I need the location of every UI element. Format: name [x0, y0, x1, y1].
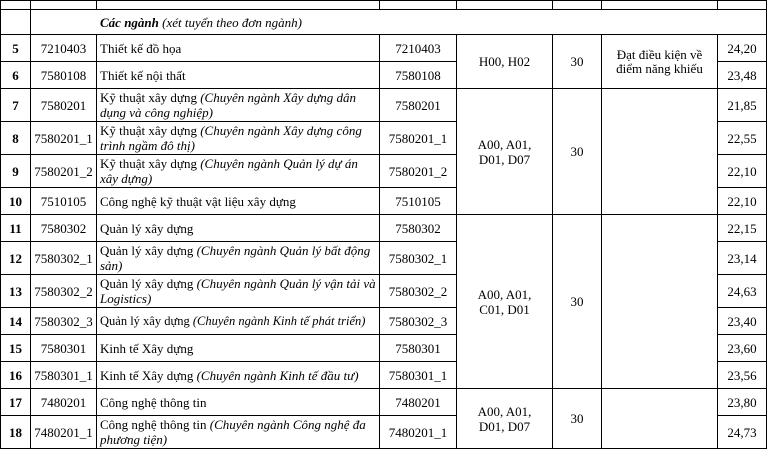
row-score: 23,40	[718, 308, 767, 335]
group-condition-empty	[602, 89, 718, 215]
row-code: 7210403	[31, 35, 97, 62]
table-row	[1, 389, 767, 416]
row-code2: 7580302_3	[380, 308, 457, 335]
row-name: Kinh tế Xây dựng	[97, 335, 380, 362]
row-code: 7580201_1	[31, 122, 97, 155]
row-score: 24,73	[718, 416, 767, 449]
row-name: Kỹ thuật xây dựng (Chuyên ngành Quản lý dự án xây dựng)	[97, 155, 380, 188]
row-code: 7480201_1	[31, 416, 97, 449]
row-name: Kỹ thuật xây dựng (Chuyên ngành Xây dựng dân dụng và công nghiệp)	[97, 89, 380, 122]
group-condition-empty	[602, 215, 718, 389]
row-score: 24,20	[718, 35, 767, 62]
row-code2: 7580201_1	[380, 122, 457, 155]
row-score: 23,60	[718, 335, 767, 362]
table-top-row	[1, 1, 767, 10]
row-stt: 7	[1, 89, 31, 122]
row-stt: 16	[1, 362, 31, 389]
row-name: Thiết kế đồ họa	[97, 35, 380, 62]
row-name: Quản lý xây dựng (Chuyên ngành Quản lý vận tải và Logistics)	[97, 275, 380, 308]
row-stt: 10	[1, 188, 31, 215]
row-code2: 7580302_2	[380, 275, 457, 308]
row-stt: 8	[1, 122, 31, 155]
row-score: 22,10	[718, 155, 767, 188]
group-combos: A00, A01, C01, D01	[457, 215, 553, 389]
row-name: Công nghệ thông tin (Chuyên ngành Công nghệ đa phương tiện)	[97, 416, 380, 449]
row-name: Kỹ thuật xây dựng (Chuyên ngành Xây dựng công trình ngầm đô thị)	[97, 122, 380, 155]
row-stt: 6	[1, 62, 31, 89]
row-name: Quản lý xây dựng (Chuyên ngành Quản lý bất động sản)	[97, 242, 380, 275]
row-code2: 7480201_1	[380, 416, 457, 449]
group-condition: Đạt điều kiện về điểm năng khiếu	[602, 35, 718, 89]
row-score: 21,85	[718, 89, 767, 122]
row-code2: 7510105	[380, 188, 457, 215]
row-stt: 12	[1, 242, 31, 275]
row-code2: 7580301_1	[380, 362, 457, 389]
group-quota: 30	[553, 35, 602, 89]
section-header-row	[1, 10, 767, 35]
table-row	[1, 215, 767, 242]
row-code2: 7580108	[380, 62, 457, 89]
row-code2: 7480201	[380, 389, 457, 416]
group-quota: 30	[553, 215, 602, 389]
row-score: 23,48	[718, 62, 767, 89]
row-code: 7580108	[31, 62, 97, 89]
group-combos: H00, H02	[457, 35, 553, 89]
row-stt: 18	[1, 416, 31, 449]
row-stt: 5	[1, 35, 31, 62]
table-row	[1, 89, 767, 122]
section-title: Các ngành	[100, 14, 159, 30]
row-code: 7580201_2	[31, 155, 97, 188]
row-score: 23,56	[718, 362, 767, 389]
section-empty-cell	[1, 10, 31, 35]
row-name: Quản lý xây dựng (Chuyên ngành Kinh tế phát triển)	[97, 308, 380, 335]
row-stt: 13	[1, 275, 31, 308]
row-code2: 7580302	[380, 215, 457, 242]
row-code2: 7580301	[380, 335, 457, 362]
group-condition-empty	[602, 389, 718, 449]
row-score: 22,55	[718, 122, 767, 155]
row-name: Kinh tế Xây dựng (Chuyên ngành Kinh tế đầu tư)	[97, 362, 380, 389]
section-title-cell	[31, 10, 767, 35]
row-stt: 14	[1, 308, 31, 335]
row-score: 23,14	[718, 242, 767, 275]
row-code: 7580302	[31, 215, 97, 242]
row-score: 22,15	[718, 215, 767, 242]
group-quota: 30	[553, 389, 602, 449]
row-code2: 7580302_1	[380, 242, 457, 275]
row-code: 7580301_1	[31, 362, 97, 389]
row-code: 7580302_3	[31, 308, 97, 335]
row-code: 7480201	[31, 389, 97, 416]
group-quota: 30	[553, 89, 602, 215]
row-score: 22,10	[718, 188, 767, 215]
row-stt: 17	[1, 389, 31, 416]
row-code2: 7580201	[380, 89, 457, 122]
row-score: 24,63	[718, 275, 767, 308]
row-stt: 15	[1, 335, 31, 362]
row-code2: 7210403	[380, 35, 457, 62]
row-code: 7510105	[31, 188, 97, 215]
row-stt: 11	[1, 215, 31, 242]
row-name: Công nghệ kỹ thuật vật liệu xây dựng	[97, 188, 380, 215]
row-name: Công nghệ thông tin	[97, 389, 380, 416]
table-row	[1, 35, 767, 62]
row-code: 7580201	[31, 89, 97, 122]
group-combos: A00, A01, D01, D07	[457, 389, 553, 449]
row-name: Thiết kế nội thất	[97, 62, 380, 89]
section-note: (xét tuyển theo đơn ngành)	[158, 14, 302, 30]
row-name: Quản lý xây dựng	[97, 215, 380, 242]
row-code: 7580302_1	[31, 242, 97, 275]
row-code: 7580301	[31, 335, 97, 362]
group-combos: A00, A01, D01, D07	[457, 89, 553, 215]
row-score: 23,80	[718, 389, 767, 416]
row-code: 7580302_2	[31, 275, 97, 308]
row-code2: 7580201_2	[380, 155, 457, 188]
row-stt: 9	[1, 155, 31, 188]
